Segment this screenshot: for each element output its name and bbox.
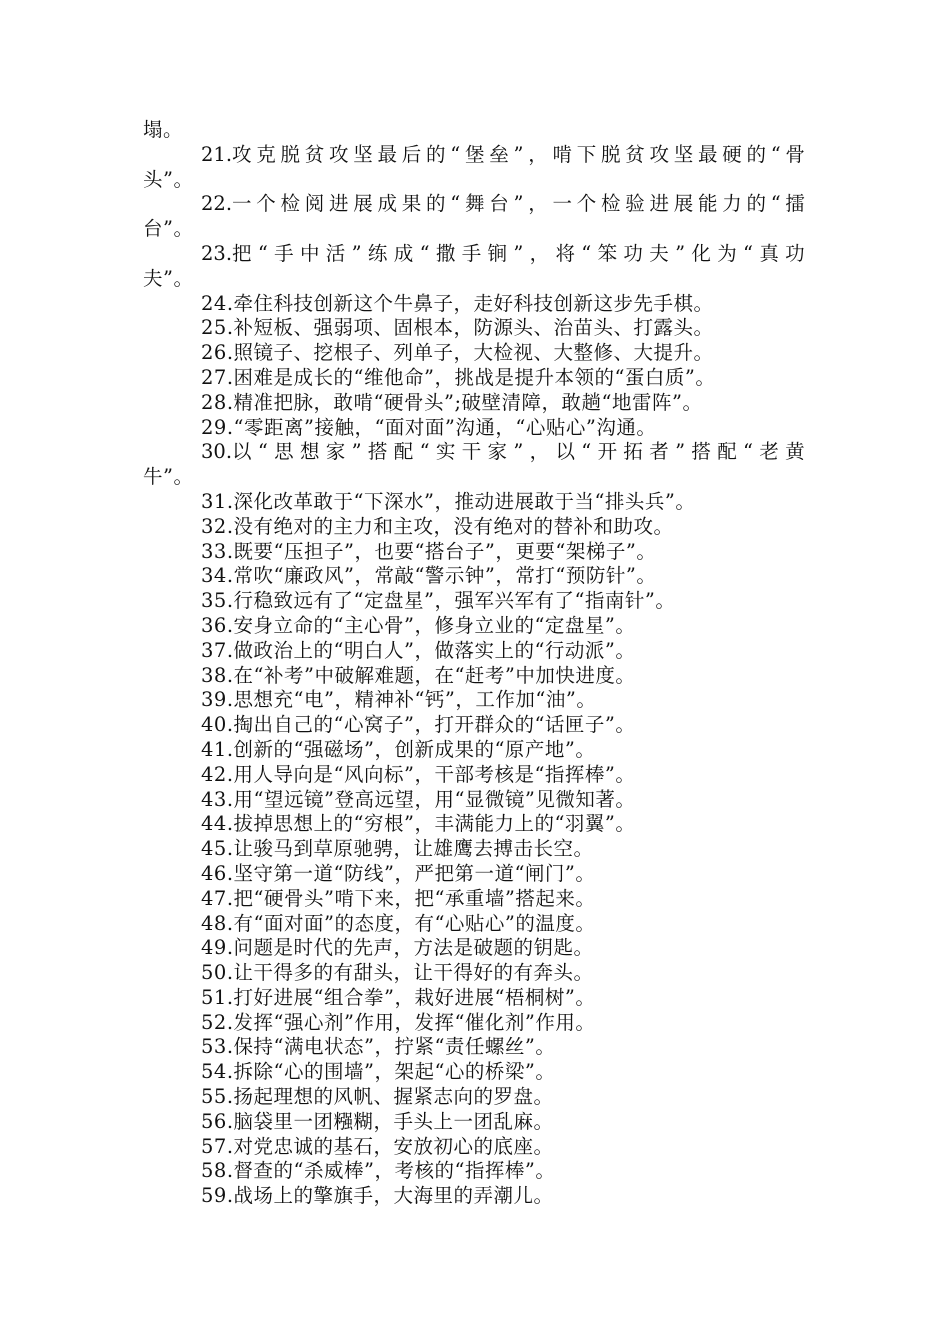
text-line: 28.精准把脉，敢啃“硬骨头”;破壁清障，敢趟“地雷阵”。 <box>201 390 703 414</box>
text-line: 40.掏出自己的“心窝子”，打开群众的“话匣子”。 <box>201 713 636 737</box>
text-line: 22.一 个 检 阅 进 展 成 果 的 “ 舞 台 ” ， 一 个 检 验 进 展 能 力 的 “ 擂 <box>201 192 805 216</box>
text-line: 24.牵住科技创新这个牛鼻子，走好科技创新这步先手棋。 <box>201 291 714 315</box>
text-line: 27.困难是成长的“维他命”，挑战是提升本领的“蛋白质”。 <box>201 365 716 389</box>
text-line: 29.“零距离”接触，“面对面”沟通，“心贴心”沟通。 <box>201 415 657 439</box>
text-line: 32.没有绝对的主力和主攻，没有绝对的替补和助攻。 <box>201 514 674 538</box>
text-line: 23.把 “ 手 中 活 ” 练 成 “ 撒 手 锏 ” ， 将 “ 笨 功 夫 ” 化 为 “ 真 功 <box>201 241 805 265</box>
text-line: 50.让干得多的有甜头，让干得好的有奔头。 <box>201 961 594 985</box>
text-line: 夫”。 <box>143 266 194 290</box>
text-line: 56.脑袋里一团糨糊，手头上一团乱麻。 <box>201 1109 554 1133</box>
text-line: 43.用“望远镜”登高远望，用“显微镜”见微知著。 <box>201 787 636 811</box>
text-line: 59.战场上的擎旗手，大海里的弄潮儿。 <box>201 1184 554 1208</box>
text-line: 51.打好进展“组合拳”，栽好进展“梧桐树”。 <box>201 985 596 1009</box>
text-line: 58.督查的“杀威棒”，考核的“指挥棒”。 <box>201 1159 556 1183</box>
text-line: 48.有“面对面”的态度，有“心贴心”的温度。 <box>201 911 596 935</box>
text-line: 42.用人导向是“风向标”，干部考核是“指挥棒”。 <box>201 762 636 786</box>
text-line: 46.坚守第一道“防线”，严把第一道“闸门”。 <box>201 861 596 885</box>
text-line: 52.发挥“强心剂”作用，发挥“催化剂”作用。 <box>201 1010 596 1034</box>
text-line: 54.拆除“心的围墙”，架起“心的桥梁”。 <box>201 1060 556 1084</box>
text-line: 49.问题是时代的先声，方法是破题的钥匙。 <box>201 936 594 960</box>
text-line: 34.常吹“廉政风”，常敲“警示钟”，常打“预防针”。 <box>201 564 657 588</box>
text-line: 牛”。 <box>143 465 194 489</box>
text-line: 47.把“硬骨头”啃下来，把“承重墙”搭起来。 <box>201 886 596 910</box>
text-line: 44.拔掉思想上的“穷根”，丰满能力上的“羽翼”。 <box>201 812 636 836</box>
text-line: 33.既要“压担子”，也要“搭台子”，更要“架梯子”。 <box>201 539 657 563</box>
text-line: 38.在“补考”中破解难题，在“赶考”中加快进度。 <box>201 663 636 687</box>
text-line: 36.安身立命的“主心骨”，修身立业的“定盘星”。 <box>201 613 636 637</box>
text-line: 26.照镜子、挖根子、列单子，大检视、大整修、大提升。 <box>201 341 714 365</box>
text-line: 55.扬起理想的风帆、握紧志向的罗盘。 <box>201 1085 554 1109</box>
text-line: 25.补短板、强弱项、固根本，防源头、治苗头、打露头。 <box>201 316 714 340</box>
text-line: 57.对党忠诚的基石，安放初心的底座。 <box>201 1134 554 1158</box>
text-line: 37.做政治上的“明白人”，做落实上的“行动派”。 <box>201 638 636 662</box>
document-body <box>143 118 805 1209</box>
text-line: 30.以 “ 思 想 家 ” 搭 配 “ 实 干 家 ” ， 以 “ 开 拓 者 ” 搭 配 “ 老 黄 <box>201 440 805 464</box>
text-line: 53.保持“满电状态”，拧紧“责任螺丝”。 <box>201 1035 556 1059</box>
text-line: 头”。 <box>143 167 194 191</box>
text-line: 45.让骏马到草原驰骋，让雄鹰去搏击长空。 <box>201 837 594 861</box>
text-line: 31.深化改革敢于“下深水”，推动进展敢于当“排头兵”。 <box>201 489 696 513</box>
text-line: 39.思想充“电”，精神补“钙”，工作加“油”。 <box>201 688 597 712</box>
text-line: 35.行稳致远有了“定盘星”，强军兴军有了“指南针”。 <box>201 589 676 613</box>
text-line: 41.创新的“强磁场”，创新成果的“原产地”。 <box>201 737 596 761</box>
text-line: 21.攻 克 脱 贫 攻 坚 最 后 的 “ 堡 垒 ” ， 啃 下 脱 贫 攻 坚 最 硬 的 “ 骨 <box>201 142 805 166</box>
text-line: 塌。 <box>143 118 184 141</box>
text-line: 台”。 <box>143 217 194 241</box>
